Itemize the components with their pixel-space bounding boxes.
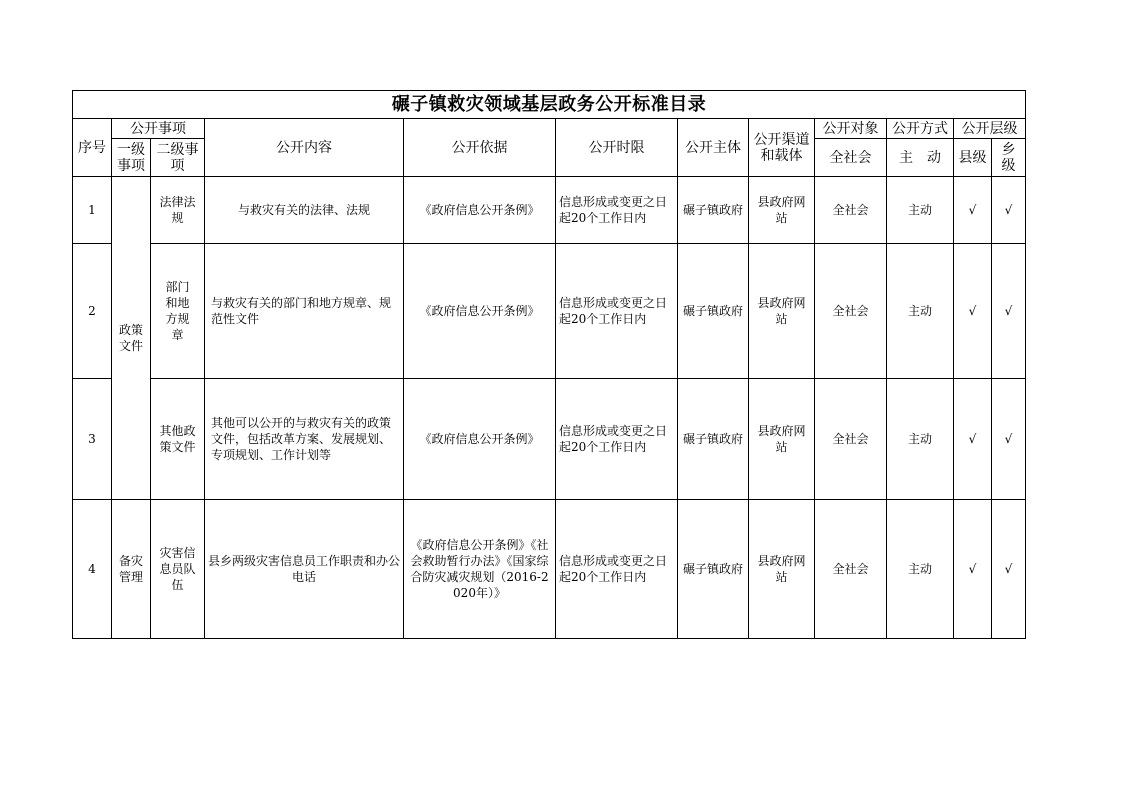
cell-county: √ bbox=[954, 177, 992, 244]
cell-target: 全社会 bbox=[815, 500, 887, 639]
cell-content: 县乡两级灾害信息员工作职责和办公电话 bbox=[205, 500, 404, 639]
cell-county: √ bbox=[954, 379, 992, 500]
table-row bbox=[73, 379, 1026, 500]
table-row bbox=[73, 244, 1026, 379]
cell-channel: 县政府网站 bbox=[749, 244, 815, 379]
cell-content: 其他可以公开的与救灾有关的政策文件，包括改革方案、发展规划、专项规划、工作计划等 bbox=[205, 379, 404, 500]
cell-target: 全社会 bbox=[815, 379, 887, 500]
cell-method: 主动 bbox=[887, 379, 954, 500]
catalog-table bbox=[72, 90, 1026, 639]
cell-time-limit: 信息形成或变更之日起20个工作日内 bbox=[556, 379, 678, 500]
header-level: 公开层级 bbox=[954, 119, 1026, 139]
header-seq: 序号 bbox=[73, 119, 112, 177]
cell-basis: 《政府信息公开条例》 bbox=[404, 244, 556, 379]
header-method-sub: 主 动 bbox=[887, 139, 954, 177]
cell-channel: 县政府网站 bbox=[749, 379, 815, 500]
cell-target: 全社会 bbox=[815, 244, 887, 379]
cell-method: 主动 bbox=[887, 244, 954, 379]
header-town: 乡级 bbox=[992, 139, 1026, 177]
cell-target: 全社会 bbox=[815, 177, 887, 244]
header-level1: 一级事项 bbox=[112, 139, 151, 177]
cell-level1: 政策文件 bbox=[112, 177, 151, 500]
table-title: 碾子镇救灾领域基层政务公开标准目录 bbox=[73, 91, 1026, 119]
cell-town: √ bbox=[992, 177, 1026, 244]
cell-level2: 其他政策文件 bbox=[151, 379, 205, 500]
cell-basis: 《政府信息公开条例》 bbox=[404, 177, 556, 244]
cell-town: √ bbox=[992, 500, 1026, 639]
cell-channel: 县政府网站 bbox=[749, 500, 815, 639]
header-county: 县级 bbox=[954, 139, 992, 177]
header-subject: 公开主体 bbox=[678, 119, 749, 177]
cell-town: √ bbox=[992, 244, 1026, 379]
cell-subject: 碾子镇政府 bbox=[678, 177, 749, 244]
header-method: 公开方式 bbox=[887, 119, 954, 139]
header-matter: 公开事项 bbox=[112, 119, 205, 139]
table-row bbox=[73, 177, 1026, 244]
header-content: 公开内容 bbox=[205, 119, 404, 177]
title-row bbox=[73, 91, 1026, 119]
cell-subject: 碾子镇政府 bbox=[678, 500, 749, 639]
cell-town: √ bbox=[992, 379, 1026, 500]
header-row-1 bbox=[73, 119, 1026, 139]
table-row bbox=[73, 500, 1026, 639]
cell-time-limit: 信息形成或变更之日起20个工作日内 bbox=[556, 177, 678, 244]
cell-content: 与救灾有关的部门和地方规章、规范性文件 bbox=[205, 244, 404, 379]
cell-basis: 《政府信息公开条例》《社会救助暂行办法》《国家综合防灾减灾规划（2016-2020年）》 bbox=[404, 500, 556, 639]
cell-seq: 3 bbox=[73, 379, 112, 500]
cell-county: √ bbox=[954, 244, 992, 379]
header-time-limit: 公开时限 bbox=[556, 119, 678, 177]
cell-channel: 县政府网站 bbox=[749, 177, 815, 244]
cell-seq: 2 bbox=[73, 244, 112, 379]
cell-content: 与救灾有关的法律、法规 bbox=[205, 177, 404, 244]
cell-time-limit: 信息形成或变更之日起20个工作日内 bbox=[556, 244, 678, 379]
cell-subject: 碾子镇政府 bbox=[678, 244, 749, 379]
cell-method: 主动 bbox=[887, 500, 954, 639]
cell-level2: 灾害信息员队伍 bbox=[151, 500, 205, 639]
cell-time-limit: 信息形成或变更之日起20个工作日内 bbox=[556, 500, 678, 639]
header-basis: 公开依据 bbox=[404, 119, 556, 177]
header-target-sub: 全社会 bbox=[815, 139, 887, 177]
header-channel: 公开渠道和载体 bbox=[749, 119, 815, 177]
cell-seq: 4 bbox=[73, 500, 112, 639]
cell-level1: 备灾管理 bbox=[112, 500, 151, 639]
cell-subject: 碾子镇政府 bbox=[678, 379, 749, 500]
cell-seq: 1 bbox=[73, 177, 112, 244]
cell-method: 主动 bbox=[887, 177, 954, 244]
header-target: 公开对象 bbox=[815, 119, 887, 139]
cell-level2: 部门和地方规章 bbox=[151, 244, 205, 379]
cell-basis: 《政府信息公开条例》 bbox=[404, 379, 556, 500]
cell-level2: 法律法规 bbox=[151, 177, 205, 244]
header-level2: 二级事项 bbox=[151, 139, 205, 177]
cell-county: √ bbox=[954, 500, 992, 639]
